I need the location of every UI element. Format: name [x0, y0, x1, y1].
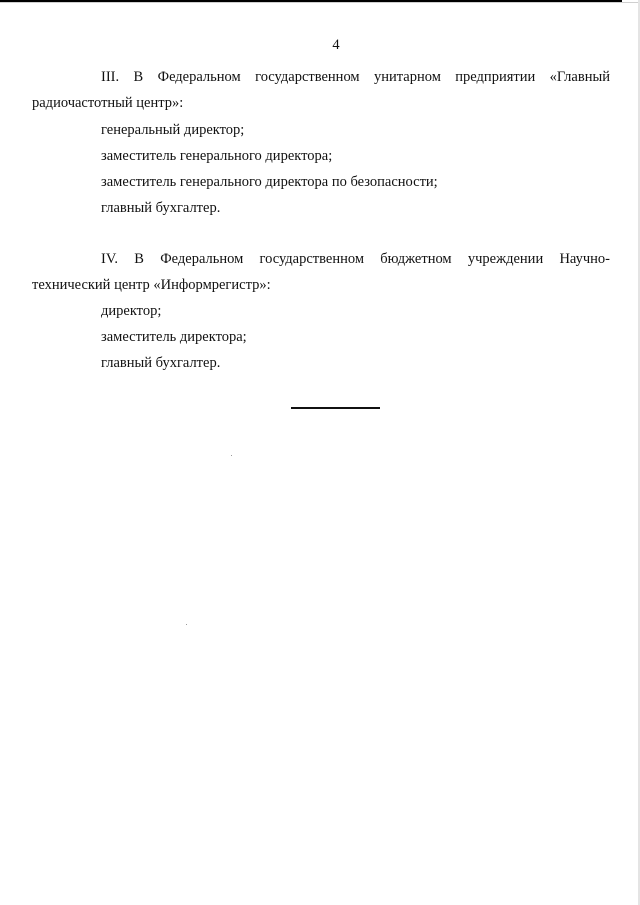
- section-3-word: «Главный: [549, 69, 610, 85]
- page-number: 4: [332, 37, 340, 53]
- section-3-heading-continuation: радиочастотный центр»:: [32, 95, 184, 111]
- section-4-word: учреждении: [467, 251, 544, 267]
- section-4-word: Федеральном: [160, 251, 244, 267]
- section-4-position-item: главный бухгалтер.: [101, 355, 221, 371]
- section-4-word: В: [134, 251, 144, 267]
- end-separator-line: [291, 407, 380, 409]
- section-3-word: В: [133, 69, 144, 85]
- section-3-word: предприятии: [455, 69, 536, 85]
- section-3-word: III.: [101, 69, 120, 85]
- section-3-position-item: главный бухгалтер.: [101, 200, 221, 216]
- section-4-word: IV.: [101, 251, 119, 267]
- section-4-heading-line: [101, 251, 610, 268]
- scan-speck: [231, 455, 232, 456]
- section-3-word: Федеральном: [157, 69, 241, 85]
- section-3-position-item: генеральный директор;: [101, 122, 245, 138]
- scan-speck: [186, 624, 187, 625]
- section-4-heading-continuation: технический центр «Информрегистр»:: [32, 277, 271, 293]
- section-3-word: государственном: [255, 69, 360, 85]
- section-4-position-item: заместитель директора;: [101, 329, 247, 345]
- scan-top-border-shadow: [0, 2, 640, 3]
- section-4-word: Научно-: [559, 251, 610, 267]
- section-4-word: бюджетном: [380, 251, 452, 267]
- section-4-word: государственном: [259, 251, 365, 267]
- section-3-heading-line: [101, 69, 610, 86]
- section-4-position-item: директор;: [101, 303, 162, 319]
- section-3-word: унитарном: [374, 69, 441, 85]
- section-3-position-item: заместитель генерального директора;: [101, 148, 333, 164]
- section-3-position-item: заместитель генерального директора по безопасности;: [101, 174, 438, 190]
